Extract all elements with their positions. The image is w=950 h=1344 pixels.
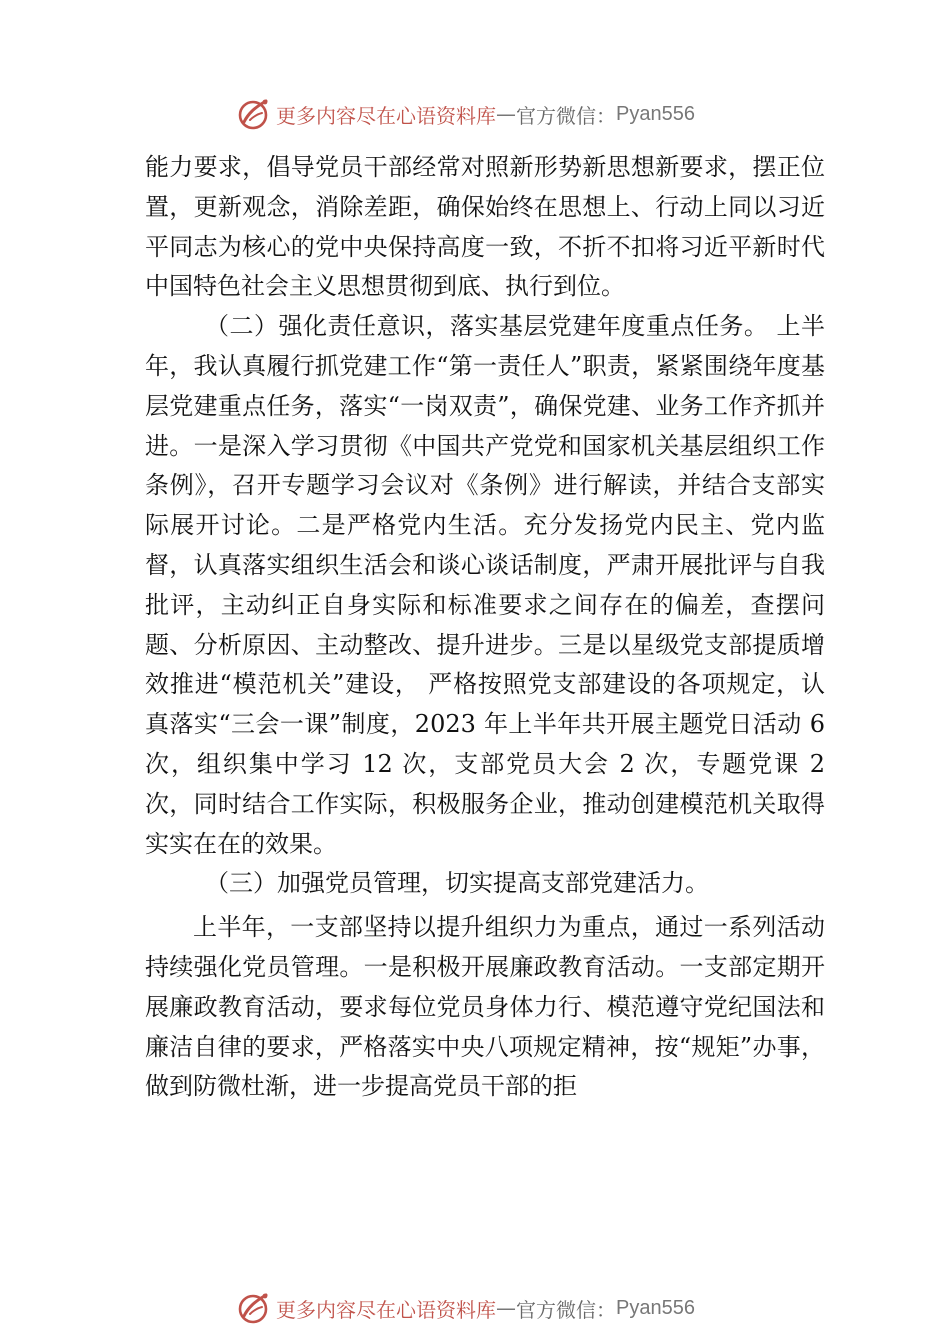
paragraph-section-three-body: 上半年，一支部坚持以提升组织力为重点，通过一系列活动持续强化党员管理。一是积极开展廉政教育活动。一支部定期开展廉政教育活动，要求每位党员身体力行、模范遵守党纪国法和廉洁自律的要求，严格落实中央八项规定精神，按“规矩”办事，做到防微杜渐，进一步提高党员干部的拒 (145, 913, 825, 1101)
watermark-wechat-label: 官方微信： (516, 1297, 616, 1322)
paragraph-section-two: （二）强化责任意识，落实基层党建年度重点任务。 上半年，我认真履行抓党建工作“第一责任人”职责，紧紧围绕年度基层党建重点任务，落实“一岗双责”，确保党建、业务工作齐抓并进。一是深入学习贯彻《中国共产党党和国家机关基层组织工作条例》，召开专题学习会议对《条例》进行解读，并结合支部实际展开讨论。二是严格党内生活。充分发扬党内民主、党内监督，认真落实组织生活会和谈心谈话制度，严肃开展批评与自我批评，主动纠正自身实际和标准要求之间存在的偏差，查摆问题、分析原因、主动整改、提升进步。三是以星级党支部提质增效推进“模范机关”建设， 严格按照党支部建设的各项规定，认真落实“三会一课”制度，2023 年上半年共开展主题党日活动 6 次，组织集中学习 12 次，支部党员大会 2 次，专题党课 2 次，同时结合工作实际，积极服务企业，推动创建模范机关取得实实在在的效果。 (145, 312, 825, 858)
watermark-wechat-id: Pyan556 (616, 1296, 695, 1319)
brush-logo-icon (236, 96, 272, 132)
watermark-wechat-id: Pyan556 (616, 102, 695, 125)
brush-logo-icon (236, 1290, 272, 1326)
header-watermark (236, 96, 736, 132)
watermark-separator: — (496, 102, 516, 126)
watermark-wechat-label: 官方微信： (516, 103, 616, 128)
footer-watermark (236, 1290, 736, 1326)
watermark-separator: — (496, 1296, 516, 1320)
paragraph-continuation: 能力要求，倡导党员干部经常对照新形势新思想新要求，摆正位置，更新观念，消除差距，确保始终在思想上、行动上同以习近平同志为核心的党中央保持高度一致，不折不扣将习近平新时代中国特色社会主义思想贯彻到底、执行到位。 (145, 153, 825, 301)
watermark-site-text: 更多内容尽在心语资料库 (276, 1297, 496, 1322)
document-body (145, 148, 825, 1107)
watermark-site-text: 更多内容尽在心语资料库 (276, 103, 496, 128)
paragraph-section-three-heading: （三）加强党员管理，切实提高支部党建活力。 (205, 869, 709, 898)
